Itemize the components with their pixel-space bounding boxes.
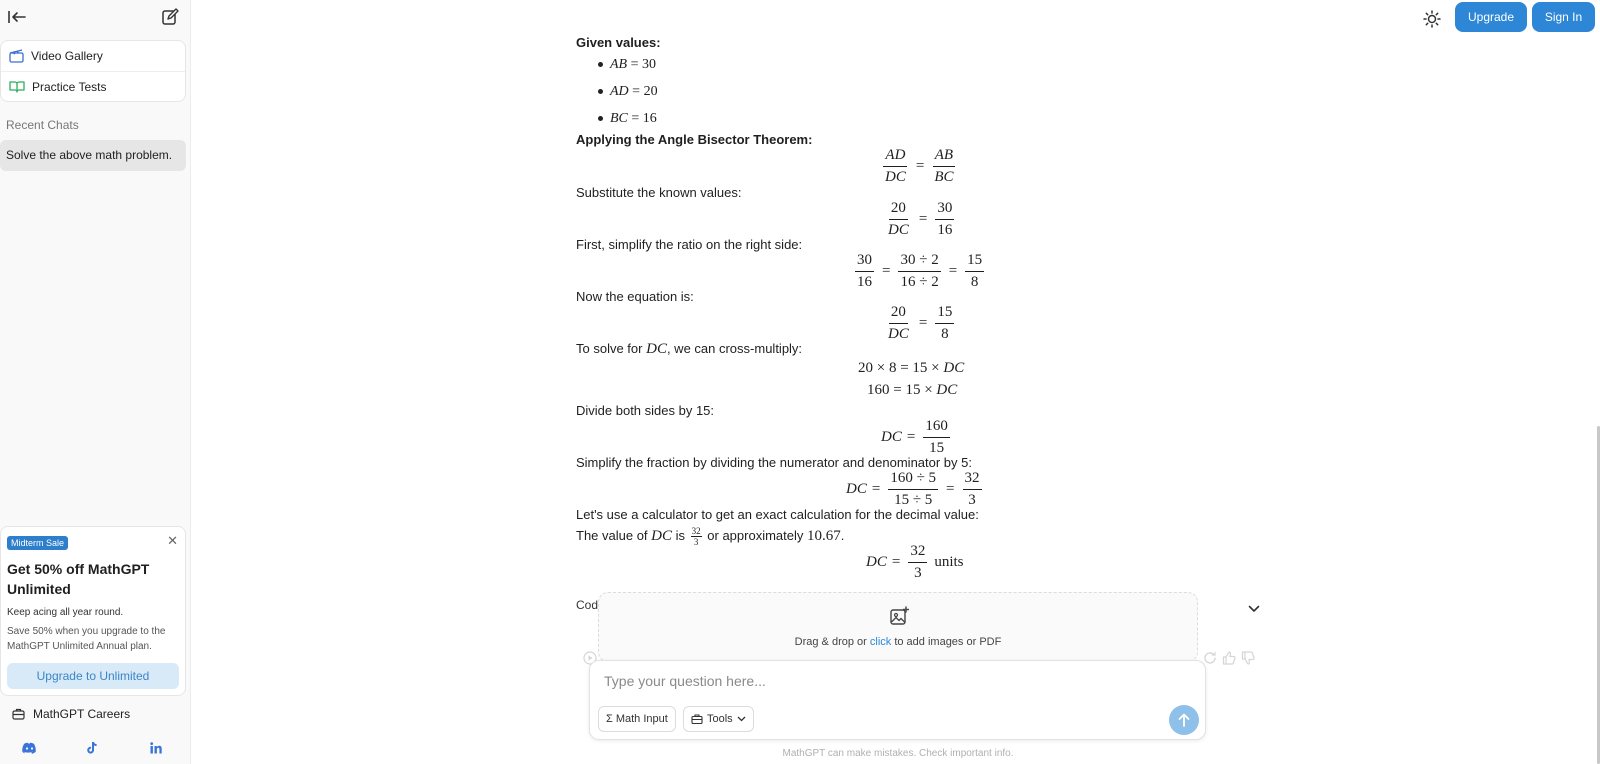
- book-open-icon: [9, 80, 25, 93]
- close-icon[interactable]: ✕: [167, 533, 178, 548]
- toolbox-icon: [691, 713, 703, 725]
- upgrade-button[interactable]: Upgrade: [1455, 2, 1527, 32]
- equation: $\frac{20}{DC}$ = $\frac{15}{8}$: [888, 304, 953, 342]
- new-chat-icon[interactable]: [159, 6, 181, 28]
- equation: DC = $\frac{160}{15}$: [881, 418, 948, 456]
- list-item: AD = 20: [598, 84, 658, 100]
- step-text: Simplify the fraction by dividing the numerator and denominator by 5:: [576, 455, 972, 470]
- promo-title: Get 50% off MathGPT Unlimited: [7, 561, 150, 597]
- given-values-heading: Given values:: [576, 35, 661, 50]
- mathgpt-careers-link[interactable]: [12, 707, 130, 721]
- recent-chats-heading: Recent Chats: [6, 118, 79, 132]
- click-upload-link[interactable]: click: [869, 636, 892, 648]
- theme-toggle-sun-icon[interactable]: [1421, 8, 1443, 30]
- file-dropzone[interactable]: [598, 592, 1198, 662]
- promo-description: Save 50% when you upgrade to the MathGPT Unlimited Annual plan.: [7, 626, 166, 652]
- step-text: To solve for DC, we can cross-multiply:: [576, 341, 803, 357]
- question-input[interactable]: [604, 669, 1144, 693]
- briefcase-icon: [12, 708, 25, 720]
- step-text: First, simplify the ratio on the right side:: [576, 237, 803, 252]
- upgrade-to-unlimited-button[interactable]: Upgrade to Unlimited: [7, 663, 179, 689]
- clapperboard-icon: [9, 49, 24, 63]
- sigma-icon: Σ: [606, 713, 613, 725]
- arrow-up-icon: [1178, 713, 1190, 727]
- equation: $\frac{AD}{DC}$ = $\frac{AB}{BC}$: [885, 147, 954, 185]
- chevron-down-icon: [737, 716, 746, 722]
- promo-card: [0, 526, 186, 696]
- sidebar-item-practice-tests[interactable]: [1, 71, 185, 101]
- equation: DC = $\frac{160 \div 5}{15 \div 5}$ = $\frac{32}{3}$: [846, 470, 980, 508]
- tools-dropdown[interactable]: [683, 706, 754, 732]
- step-text: Now the equation is:: [576, 289, 694, 304]
- equation: 20 × 8 = 15 × DC: [858, 360, 965, 376]
- message-composer: [589, 660, 1206, 740]
- list-item: BC = 16: [598, 111, 657, 127]
- image-upload-icon: [889, 606, 909, 626]
- theorem-heading: Applying the Angle Bisector Theorem:: [576, 132, 813, 147]
- sidebar-item-video-gallery[interactable]: [1, 41, 185, 71]
- sidebar: [0, 0, 191, 764]
- math-input-label: Math Input: [615, 713, 668, 725]
- math-input-button[interactable]: [598, 706, 676, 732]
- equation: $\frac{20}{DC}$ = $\frac{30}{16}$: [888, 200, 953, 238]
- promo-subtitle: Keep acing all year round.: [7, 607, 124, 618]
- final-value-text: The value of DC is $\frac{32}{3}$ or approximately 10.67.: [576, 526, 845, 547]
- sign-in-button[interactable]: Sign In: [1532, 2, 1595, 32]
- sidebar-item-label: Practice Tests: [32, 79, 107, 94]
- step-text: Substitute the known values:: [576, 185, 742, 200]
- send-button[interactable]: [1169, 705, 1199, 735]
- equation: $\frac{30}{16}$ = $\frac{30 \div 2}{16 \div 2}$ = $\frac{15}{8}$: [857, 252, 983, 290]
- nav-card: [0, 40, 186, 102]
- disclaimer-text: MathGPT can make mistakes. Check important info.: [782, 748, 1014, 759]
- sidebar-item-label: Video Gallery: [31, 49, 103, 63]
- equation: DC = $\frac{32}{3}$ units: [866, 543, 964, 581]
- list-item: AB = 30: [598, 57, 656, 73]
- chevron-down-icon[interactable]: [1248, 600, 1260, 618]
- code-label: Cod: [576, 598, 599, 612]
- step-text: Let's use a calculator to get an exact calculation for the decimal value:: [576, 507, 979, 522]
- collapse-sidebar-icon[interactable]: [6, 6, 28, 28]
- thumbs-down-icon[interactable]: [1241, 651, 1255, 670]
- careers-label: MathGPT Careers: [33, 707, 131, 721]
- dropzone-text: Drag & drop or click to add images or PDF: [794, 636, 1002, 648]
- thumbs-up-icon[interactable]: [1222, 651, 1236, 670]
- recent-chat-item[interactable]: Solve the above math problem.: [0, 140, 186, 171]
- promo-badge: Midterm Sale: [7, 536, 68, 550]
- equation: 160 = 15 × DC: [867, 382, 958, 398]
- step-text: Divide both sides by 15:: [576, 403, 715, 418]
- tools-label: Tools: [707, 713, 733, 725]
